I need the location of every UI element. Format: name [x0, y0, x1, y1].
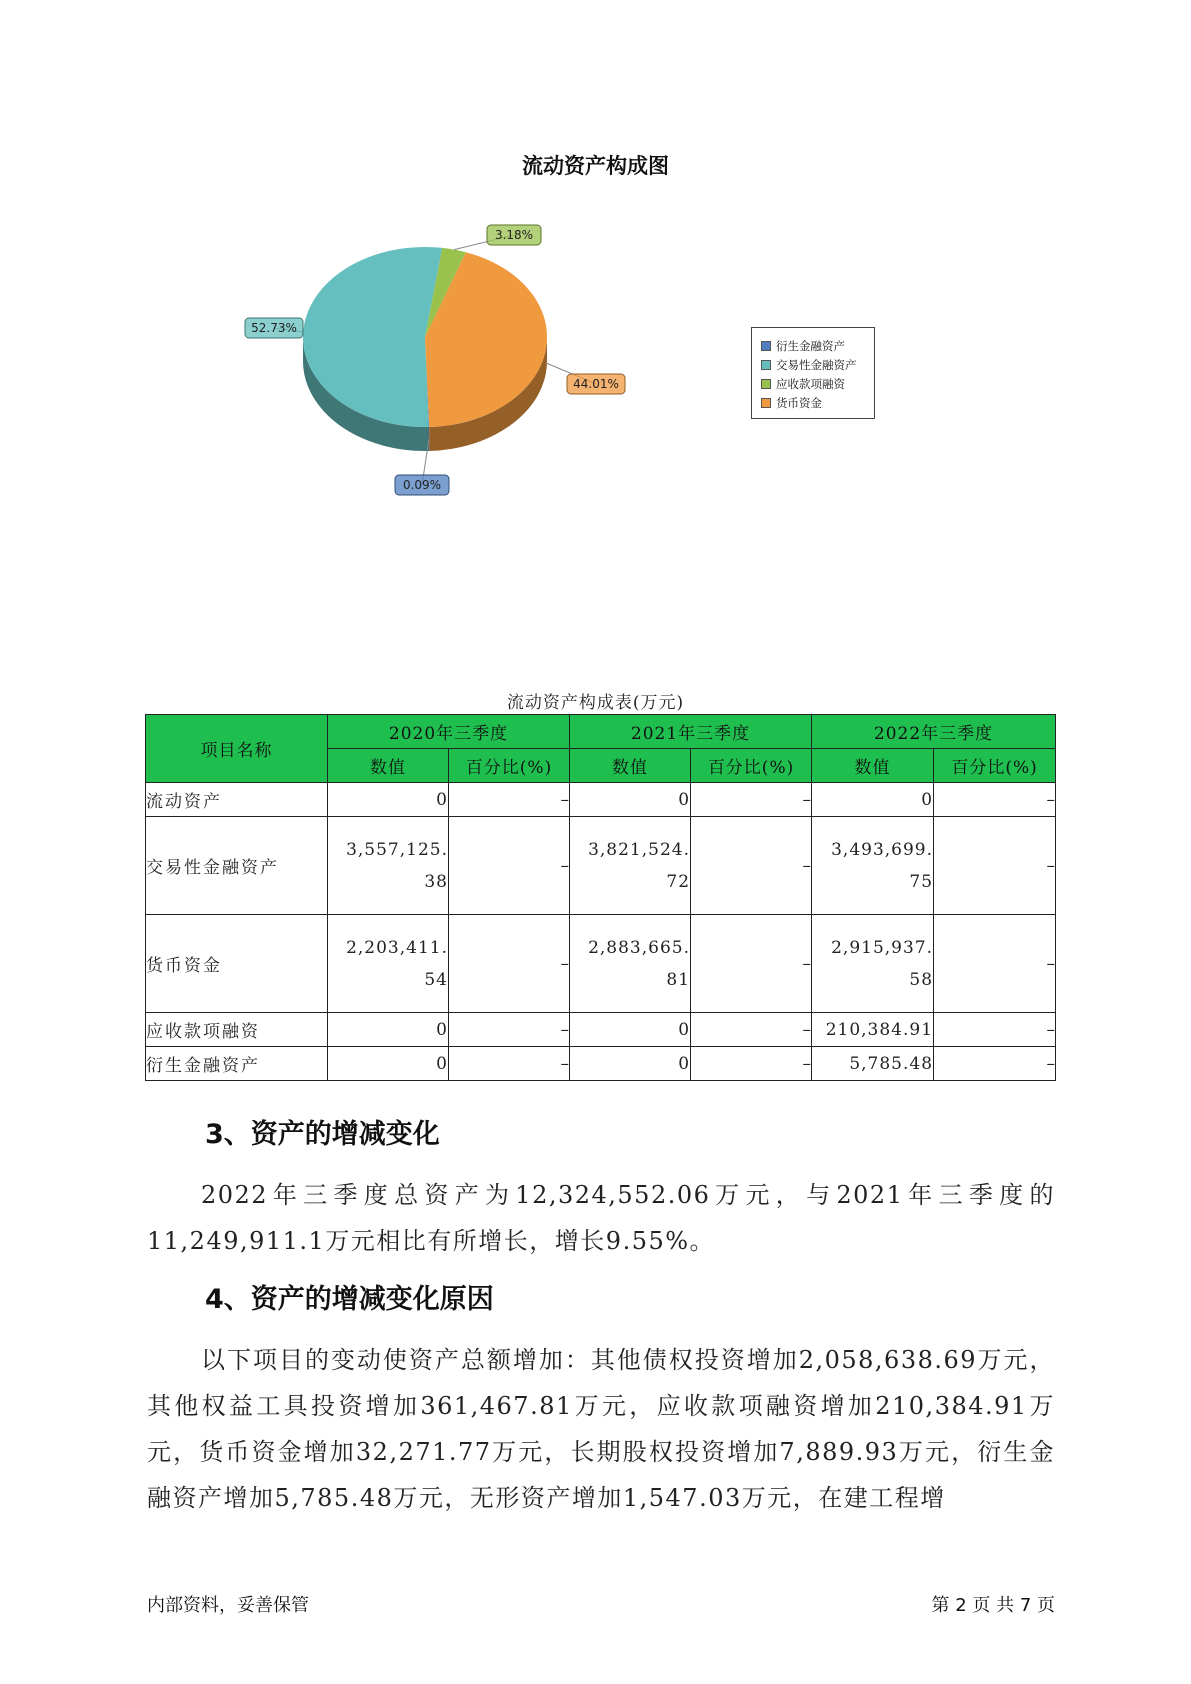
table-row	[146, 1013, 1056, 1047]
cell-pct: –	[449, 915, 570, 1013]
header-value: 数值	[328, 749, 449, 783]
cell-pct: –	[449, 817, 570, 915]
cell-value: 3,493,699.75	[831, 839, 934, 892]
cell-value: 3,557,125.38	[346, 839, 448, 892]
row-name: 衍生金融资产	[146, 1047, 328, 1081]
cell-value: 0	[570, 1047, 691, 1081]
cell-value-wrap	[570, 817, 691, 915]
cell-pct: –	[934, 1047, 1056, 1081]
cell-value: 2,915,937.58	[831, 937, 934, 990]
legend-label: 货币资金	[776, 395, 822, 410]
pie-data-label: 52.73%	[251, 321, 297, 335]
table-row	[146, 817, 1056, 915]
cell-pct: –	[691, 1013, 812, 1047]
cell-value: 5,785.48	[812, 1047, 934, 1081]
header-period: 2022年三季度	[812, 715, 1056, 749]
header-period: 2021年三季度	[570, 715, 812, 749]
cell-value-wrap	[812, 915, 934, 1013]
table-row	[146, 915, 1056, 1013]
row-name: 交易性金融资产	[146, 817, 328, 915]
row-name: 流动资产	[146, 783, 328, 817]
cell-value: 210,384.91	[812, 1013, 934, 1047]
section-heading: 4、资产的增减变化原因	[205, 1284, 494, 1315]
cell-pct: –	[691, 915, 812, 1013]
table-caption: 流动资产构成表(万元)	[506, 693, 685, 713]
header-pct: 百分比(%)	[691, 749, 812, 783]
pie-data-label: 0.09%	[402, 478, 442, 492]
legend-swatch	[761, 341, 771, 351]
cell-value: 2,883,665.81	[588, 937, 691, 990]
header-pct: 百分比(%)	[934, 749, 1056, 783]
cell-value-wrap	[812, 817, 934, 915]
header-value: 数值	[570, 749, 691, 783]
cell-pct: –	[934, 783, 1056, 817]
table-row	[146, 783, 1056, 817]
legend-item-trading	[761, 355, 874, 374]
legend-label: 应收款项融资	[776, 376, 845, 391]
legend-swatch	[761, 398, 771, 408]
current-assets-table	[145, 714, 1056, 1081]
cell-value: 3,821,524.72	[588, 839, 691, 892]
cell-value: 0	[328, 783, 449, 817]
section-paragraph: 以下项目的变动使资产总额增加：其他债权投资增加2,058,638.69万元，其他权益工具投资增加361,467.81万元，应收款项融资增加210,384.91万元，货币资金增加32,271.77万元，长期股权投资增加7,889.93万元，衍生金融资产增加5,785.48万元，无形资产增加1,547.03万元，在建工程增	[147, 1346, 1055, 1512]
cell-value-wrap	[328, 915, 449, 1013]
table-row	[146, 1047, 1056, 1081]
legend-swatch	[761, 379, 771, 389]
pie-data-label: 44.01%	[573, 377, 619, 391]
cell-value: 0	[328, 1047, 449, 1081]
header-item-name: 项目名称	[146, 715, 328, 783]
legend-item-derivative	[761, 336, 874, 355]
cell-pct: –	[691, 1047, 812, 1081]
cell-pct: –	[691, 783, 812, 817]
pie-chart	[0, 0, 1191, 520]
legend-item-cash	[761, 393, 874, 412]
cell-value: 2,203,411.54	[346, 937, 448, 990]
legend-label: 衍生金融资产	[776, 338, 845, 353]
cell-pct: –	[449, 783, 570, 817]
header-period: 2020年三季度	[328, 715, 570, 749]
row-name: 应收款项融资	[146, 1013, 328, 1047]
row-name: 货币资金	[146, 915, 328, 1013]
cell-value: 0	[570, 783, 691, 817]
cell-pct: –	[691, 817, 812, 915]
chart-legend	[751, 327, 875, 419]
chart-title: 流动资产构成图	[522, 154, 669, 178]
legend-label: 交易性金融资产	[776, 357, 857, 372]
cell-value-wrap	[328, 817, 449, 915]
legend-item-receivables	[761, 374, 874, 393]
cell-value: 0	[570, 1013, 691, 1047]
cell-value: 0	[812, 783, 934, 817]
cell-value-wrap	[570, 915, 691, 1013]
header-value: 数值	[812, 749, 934, 783]
cell-value: 0	[328, 1013, 449, 1047]
cell-pct: –	[934, 1013, 1056, 1047]
cell-pct: –	[934, 915, 1056, 1013]
footer-page-number: 第 2 页 共 7 页	[931, 1595, 1055, 1616]
cell-pct: –	[449, 1047, 570, 1081]
pie-data-label: 3.18%	[494, 228, 534, 242]
header-pct: 百分比(%)	[449, 749, 570, 783]
legend-swatch	[761, 360, 771, 370]
section-heading: 3、资产的增减变化	[205, 1119, 440, 1150]
section-paragraph: 2022年三季度总资产为12,324,552.06万元，与2021年三季度的11,249,911.1万元相比有所增长，增长9.55%。	[147, 1181, 1055, 1255]
cell-pct: –	[934, 817, 1056, 915]
pie-slices	[303, 247, 547, 427]
cell-pct: –	[449, 1013, 570, 1047]
footer-confidential: 内部资料，妥善保管	[147, 1595, 309, 1616]
